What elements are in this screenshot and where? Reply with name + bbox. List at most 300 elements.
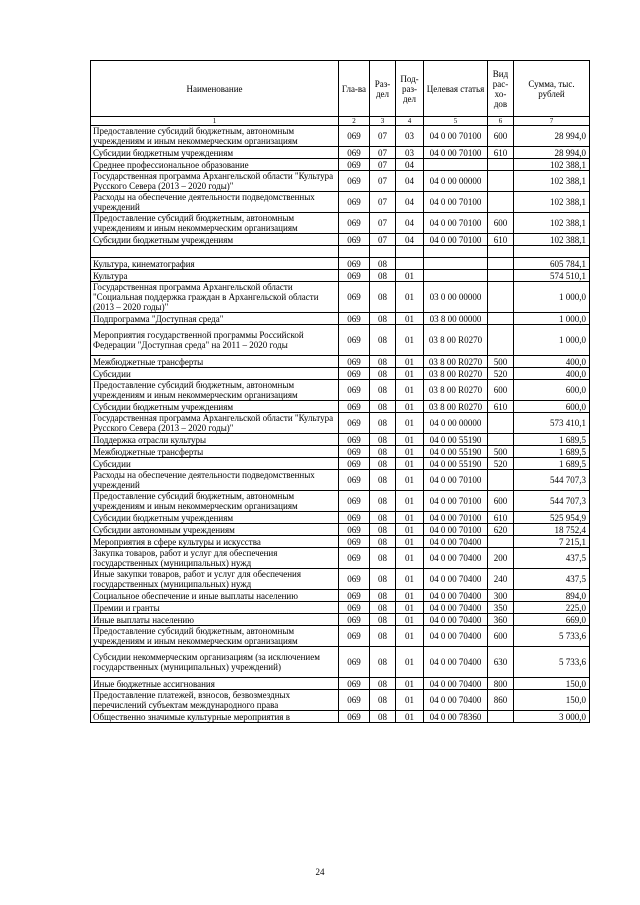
row-name: Государственная программа Архангельской области "Культура Русского Севера (2013 – 2020 годы)" [91, 413, 339, 434]
row-podrazdel: 01 [396, 569, 424, 590]
row-podrazdel: 01 [396, 446, 424, 458]
row-razdel: 08 [370, 413, 396, 434]
row-target: 04 0 00 55190 [424, 446, 488, 458]
row-sum: 437,5 [514, 569, 590, 590]
row-name: Иные бюджетные ассигнования [91, 678, 339, 690]
row-vid: 500 [488, 446, 514, 458]
column-number: 4 [396, 117, 424, 126]
row-sum: 102 388,1 [514, 213, 590, 234]
row-vid [488, 536, 514, 548]
row-target: 03 0 00 00000 [424, 282, 488, 313]
page-number: 24 [315, 867, 325, 877]
row-name: Культура, кинематография [91, 258, 339, 270]
row-razdel: 08 [370, 313, 396, 325]
row-sum: 600,0 [514, 380, 590, 401]
row-razdel: 08 [370, 380, 396, 401]
row-podrazdel: 01 [396, 313, 424, 325]
row-glava: 069 [339, 711, 370, 723]
row-razdel: 08 [370, 470, 396, 491]
column-number: 7 [514, 117, 590, 126]
table-row [91, 647, 590, 678]
column-number: 6 [488, 117, 514, 126]
row-target: 04 0 00 70400 [424, 690, 488, 711]
row-podrazdel [396, 258, 424, 270]
row-name: Среднее профессиональное образование [91, 159, 339, 171]
row-target: 03 8 00 00000 [424, 313, 488, 325]
row-podrazdel: 01 [396, 356, 424, 368]
row-vid [488, 246, 514, 258]
budget-table [90, 60, 590, 723]
row-razdel [370, 246, 396, 258]
row-razdel: 08 [370, 458, 396, 470]
row-sum: 102 388,1 [514, 234, 590, 246]
row-razdel: 08 [370, 602, 396, 614]
row-vid [488, 171, 514, 192]
row-name: Предоставление субсидий бюджетным, автономным учреждениям и иным некоммерческим организациям [91, 380, 339, 401]
row-podrazdel: 01 [396, 368, 424, 380]
row-sum: 5 733,6 [514, 626, 590, 647]
row-glava: 069 [339, 401, 370, 413]
row-podrazdel: 01 [396, 325, 424, 356]
row-vid: 600 [488, 491, 514, 512]
row-podrazdel [396, 246, 424, 258]
row-podrazdel: 01 [396, 647, 424, 678]
row-glava: 069 [339, 380, 370, 401]
row-sum: 525 954,9 [514, 512, 590, 524]
row-podrazdel: 01 [396, 602, 424, 614]
row-sum [514, 246, 590, 258]
row-podrazdel: 01 [396, 458, 424, 470]
row-name: Поддержка отрасли культуры [91, 434, 339, 446]
row-target: 04 0 00 70100 [424, 491, 488, 512]
header-podrazdel: Под-раз-дел [396, 61, 424, 117]
row-target: 04 0 00 70400 [424, 678, 488, 690]
row-sum: 400,0 [514, 368, 590, 380]
row-vid [488, 192, 514, 213]
row-razdel: 08 [370, 590, 396, 602]
row-sum: 102 388,1 [514, 192, 590, 213]
row-sum: 1 689,5 [514, 434, 590, 446]
header-razdel: Раз-дел [370, 61, 396, 117]
row-sum: 1 689,5 [514, 446, 590, 458]
row-podrazdel: 01 [396, 512, 424, 524]
row-sum: 102 388,1 [514, 171, 590, 192]
row-razdel: 08 [370, 647, 396, 678]
table-row [91, 548, 590, 569]
row-name: Государственная программа Архангельской области "Социальная поддержка граждан в Архангельской области (2013 – 2020 годы)" [91, 282, 339, 313]
row-vid: 630 [488, 647, 514, 678]
row-glava: 069 [339, 270, 370, 282]
row-vid: 610 [488, 512, 514, 524]
table-row [91, 171, 590, 192]
row-sum: 150,0 [514, 690, 590, 711]
column-number: 5 [424, 117, 488, 126]
row-sum: 1 000,0 [514, 282, 590, 313]
row-podrazdel: 01 [396, 491, 424, 512]
header-sum: Сумма, тыс. рублей [514, 61, 590, 117]
row-glava: 069 [339, 126, 370, 147]
row-target: 04 0 00 70400 [424, 647, 488, 678]
row-podrazdel: 03 [396, 147, 424, 159]
row-podrazdel: 01 [396, 434, 424, 446]
row-vid: 600 [488, 126, 514, 147]
table-body [91, 126, 590, 723]
row-podrazdel: 01 [396, 470, 424, 491]
row-sum: 18 752,4 [514, 524, 590, 536]
header-name: Наименование [91, 61, 339, 117]
row-vid [488, 258, 514, 270]
row-glava: 069 [339, 524, 370, 536]
row-razdel: 08 [370, 270, 396, 282]
row-name: Общественно значимые культурные мероприятия в [91, 711, 339, 723]
row-podrazdel: 01 [396, 590, 424, 602]
row-glava: 069 [339, 614, 370, 626]
row-vid: 610 [488, 147, 514, 159]
table-row [91, 458, 590, 470]
row-vid: 520 [488, 458, 514, 470]
row-glava [339, 246, 370, 258]
table-row [91, 368, 590, 380]
row-vid: 620 [488, 524, 514, 536]
row-name: Государственная программа Архангельской области "Культура Русского Севера (2013 – 2020 годы)" [91, 171, 339, 192]
row-name: Иные закупки товаров, работ и услуг для обеспечения государственных (муниципальных) нужд [91, 569, 339, 590]
row-glava: 069 [339, 690, 370, 711]
row-podrazdel: 01 [396, 626, 424, 647]
row-vid: 360 [488, 614, 514, 626]
table-row [91, 470, 590, 491]
row-glava: 069 [339, 458, 370, 470]
row-target: 03 8 00 R0270 [424, 356, 488, 368]
row-target: 04 0 00 70400 [424, 614, 488, 626]
row-name: Иные выплаты населению [91, 614, 339, 626]
row-vid: 520 [488, 368, 514, 380]
row-name: Закупка товаров, работ и услуг для обеспечения государственных (муниципальных) нужд [91, 548, 339, 569]
row-sum: 150,0 [514, 678, 590, 690]
row-glava: 069 [339, 282, 370, 313]
row-glava: 069 [339, 434, 370, 446]
row-target [424, 258, 488, 270]
table-row [91, 325, 590, 356]
table-row [91, 491, 590, 512]
row-razdel: 07 [370, 171, 396, 192]
row-razdel: 07 [370, 234, 396, 246]
row-podrazdel: 01 [396, 548, 424, 569]
row-name: Субсидии автономным учреждениям [91, 524, 339, 536]
row-name: Подпрограмма "Доступная среда" [91, 313, 339, 325]
row-sum: 600,0 [514, 401, 590, 413]
row-target: 03 8 00 R0270 [424, 325, 488, 356]
row-podrazdel: 01 [396, 690, 424, 711]
row-razdel: 08 [370, 258, 396, 270]
row-sum: 400,0 [514, 356, 590, 368]
row-glava: 069 [339, 313, 370, 325]
row-razdel: 08 [370, 626, 396, 647]
row-name: Социальное обеспечение и иные выплаты населению [91, 590, 339, 602]
row-podrazdel: 01 [396, 282, 424, 313]
row-vid: 610 [488, 234, 514, 246]
row-podrazdel: 01 [396, 614, 424, 626]
row-razdel: 07 [370, 147, 396, 159]
row-target [424, 159, 488, 171]
row-name: Культура [91, 270, 339, 282]
table-row [91, 536, 590, 548]
row-name: Мероприятия в сфере культуры и искусства [91, 536, 339, 548]
row-sum: 5 733,6 [514, 647, 590, 678]
table-row [91, 159, 590, 171]
row-name: Премии и гранты [91, 602, 339, 614]
row-glava: 069 [339, 368, 370, 380]
row-razdel: 08 [370, 548, 396, 569]
row-podrazdel: 04 [396, 192, 424, 213]
row-razdel: 08 [370, 690, 396, 711]
row-razdel: 08 [370, 711, 396, 723]
row-sum: 544 707,3 [514, 491, 590, 512]
row-vid: 600 [488, 213, 514, 234]
row-target: 04 0 00 70100 [424, 126, 488, 147]
row-target: 04 0 00 70100 [424, 234, 488, 246]
row-glava: 069 [339, 192, 370, 213]
row-razdel: 08 [370, 536, 396, 548]
row-vid: 600 [488, 380, 514, 401]
row-razdel: 07 [370, 126, 396, 147]
row-name: Субсидии бюджетным учреждениям [91, 147, 339, 159]
row-podrazdel: 04 [396, 171, 424, 192]
table-row [91, 270, 590, 282]
row-vid: 600 [488, 626, 514, 647]
row-target: 03 8 00 R0270 [424, 368, 488, 380]
row-razdel: 08 [370, 325, 396, 356]
row-podrazdel: 01 [396, 678, 424, 690]
table-row [91, 213, 590, 234]
row-name: Предоставление субсидий бюджетным, автономным учреждениям и иным некоммерческим организациям [91, 213, 339, 234]
row-vid: 240 [488, 569, 514, 590]
table-row [91, 258, 590, 270]
row-podrazdel: 01 [396, 270, 424, 282]
row-target: 04 0 00 70400 [424, 569, 488, 590]
row-razdel: 07 [370, 213, 396, 234]
row-name: Предоставление субсидий бюджетным, автономным учреждениям и иным некоммерческим организациям [91, 491, 339, 512]
row-vid: 500 [488, 356, 514, 368]
row-vid: 800 [488, 678, 514, 690]
row-podrazdel: 01 [396, 711, 424, 723]
row-sum: 28 994,0 [514, 126, 590, 147]
table-row [91, 711, 590, 723]
row-glava: 069 [339, 548, 370, 569]
row-target: 04 0 00 70400 [424, 626, 488, 647]
row-podrazdel: 04 [396, 234, 424, 246]
row-vid: 200 [488, 548, 514, 569]
row-name: Мероприятия государственной программы Российской Федерации "Доступная среда" на 2011 – 2020 годы [91, 325, 339, 356]
table-row [91, 434, 590, 446]
row-glava: 069 [339, 647, 370, 678]
column-number: 1 [91, 117, 339, 126]
row-razdel: 08 [370, 524, 396, 536]
table-row [91, 246, 590, 258]
row-podrazdel: 01 [396, 380, 424, 401]
row-target: 04 0 00 55190 [424, 458, 488, 470]
table-row [91, 590, 590, 602]
row-name: Субсидии некоммерческим организациям (за исключением государственных (муниципальных) учреждений) [91, 647, 339, 678]
row-sum: 1 689,5 [514, 458, 590, 470]
row-name: Предоставление платежей, взносов, безвозмездных перечислений субъектам международного права [91, 690, 339, 711]
table-row [91, 234, 590, 246]
row-glava: 069 [339, 626, 370, 647]
row-target: 04 0 00 00000 [424, 171, 488, 192]
row-vid: 610 [488, 401, 514, 413]
row-name: Субсидии [91, 368, 339, 380]
row-sum: 544 707,3 [514, 470, 590, 491]
row-vid [488, 282, 514, 313]
row-name: Предоставление субсидий бюджетным, автономным учреждениям и иным некоммерческим организациям [91, 626, 339, 647]
row-glava: 069 [339, 569, 370, 590]
row-name: Субсидии [91, 458, 339, 470]
row-razdel: 08 [370, 512, 396, 524]
row-vid [488, 325, 514, 356]
table-row [91, 126, 590, 147]
column-numbers-row [91, 117, 590, 126]
row-target: 04 0 00 70100 [424, 147, 488, 159]
column-number: 3 [370, 117, 396, 126]
row-glava: 069 [339, 234, 370, 246]
row-glava: 069 [339, 536, 370, 548]
row-razdel: 08 [370, 569, 396, 590]
row-vid [488, 313, 514, 325]
row-target [424, 270, 488, 282]
table-row [91, 192, 590, 213]
row-name: Субсидии бюджетным учреждениям [91, 512, 339, 524]
row-sum: 1 000,0 [514, 313, 590, 325]
row-razdel: 08 [370, 356, 396, 368]
row-sum: 102 388,1 [514, 159, 590, 171]
row-razdel: 08 [370, 434, 396, 446]
table-row [91, 356, 590, 368]
row-podrazdel: 01 [396, 413, 424, 434]
row-target: 04 0 00 70400 [424, 536, 488, 548]
row-sum: 894,0 [514, 590, 590, 602]
row-sum: 669,0 [514, 614, 590, 626]
row-podrazdel: 01 [396, 401, 424, 413]
row-name: Расходы на обеспечение деятельности подведомственных учреждений [91, 192, 339, 213]
row-sum: 28 994,0 [514, 147, 590, 159]
table-row [91, 569, 590, 590]
header-vid: Вид рас-хо-дов [488, 61, 514, 117]
header-target: Целевая статья [424, 61, 488, 117]
row-glava: 069 [339, 258, 370, 270]
table-row [91, 282, 590, 313]
row-name: Субсидии бюджетным учреждениям [91, 234, 339, 246]
row-vid [488, 159, 514, 171]
row-target: 04 0 00 70100 [424, 512, 488, 524]
row-target: 04 0 00 70400 [424, 590, 488, 602]
row-glava: 069 [339, 171, 370, 192]
row-razdel: 08 [370, 614, 396, 626]
row-razdel: 07 [370, 192, 396, 213]
row-podrazdel: 01 [396, 524, 424, 536]
column-number: 2 [339, 117, 370, 126]
row-target: 04 0 00 70100 [424, 192, 488, 213]
row-target: 04 0 00 70400 [424, 602, 488, 614]
row-sum: 3 000,0 [514, 711, 590, 723]
row-target [424, 246, 488, 258]
row-name: Расходы на обеспечение деятельности подведомственных учреждений [91, 470, 339, 491]
row-vid [488, 434, 514, 446]
row-podrazdel: 01 [396, 536, 424, 548]
table-row [91, 147, 590, 159]
row-vid [488, 413, 514, 434]
table-row [91, 524, 590, 536]
row-target: 04 0 00 78360 [424, 711, 488, 723]
row-sum: 437,5 [514, 548, 590, 569]
table-row [91, 626, 590, 647]
row-glava: 069 [339, 491, 370, 512]
row-razdel: 07 [370, 159, 396, 171]
row-glava: 069 [339, 413, 370, 434]
row-podrazdel: 04 [396, 213, 424, 234]
table-row [91, 446, 590, 458]
row-target: 04 0 00 70100 [424, 213, 488, 234]
row-glava: 069 [339, 356, 370, 368]
row-vid: 350 [488, 602, 514, 614]
row-sum: 7 215,1 [514, 536, 590, 548]
row-vid [488, 711, 514, 723]
row-target: 04 0 00 70100 [424, 470, 488, 491]
row-glava: 069 [339, 678, 370, 690]
document-page [90, 60, 589, 723]
row-sum: 573 410,1 [514, 413, 590, 434]
row-name: Межбюджетные трансферты [91, 446, 339, 458]
row-glava: 069 [339, 512, 370, 524]
table-row [91, 401, 590, 413]
row-name [91, 246, 339, 258]
row-name: Субсидии бюджетным учреждениям [91, 401, 339, 413]
row-glava: 069 [339, 147, 370, 159]
row-razdel: 08 [370, 491, 396, 512]
row-glava: 069 [339, 159, 370, 171]
row-name: Предоставление субсидий бюджетным, автономным учреждениям и иным некоммерческим организациям [91, 126, 339, 147]
row-glava: 069 [339, 470, 370, 491]
row-sum: 574 510,1 [514, 270, 590, 282]
row-vid [488, 270, 514, 282]
row-vid [488, 470, 514, 491]
table-header-row [91, 61, 590, 117]
row-podrazdel: 03 [396, 126, 424, 147]
row-sum: 225,0 [514, 602, 590, 614]
row-vid: 860 [488, 690, 514, 711]
table-row [91, 512, 590, 524]
row-target: 04 0 00 70100 [424, 524, 488, 536]
row-target: 03 8 00 R0270 [424, 401, 488, 413]
row-vid: 300 [488, 590, 514, 602]
row-name: Межбюджетные трансферты [91, 356, 339, 368]
row-target: 04 0 00 70400 [424, 548, 488, 569]
table-row [91, 690, 590, 711]
table-row [91, 413, 590, 434]
table-row [91, 614, 590, 626]
row-target: 04 0 00 00000 [424, 413, 488, 434]
header-glava: Гла-ва [339, 61, 370, 117]
table-row [91, 602, 590, 614]
row-podrazdel: 04 [396, 159, 424, 171]
row-glava: 069 [339, 446, 370, 458]
table-row [91, 678, 590, 690]
table-row [91, 313, 590, 325]
row-glava: 069 [339, 590, 370, 602]
row-razdel: 08 [370, 401, 396, 413]
row-razdel: 08 [370, 368, 396, 380]
row-sum: 1 000,0 [514, 325, 590, 356]
row-glava: 069 [339, 602, 370, 614]
row-razdel: 08 [370, 678, 396, 690]
